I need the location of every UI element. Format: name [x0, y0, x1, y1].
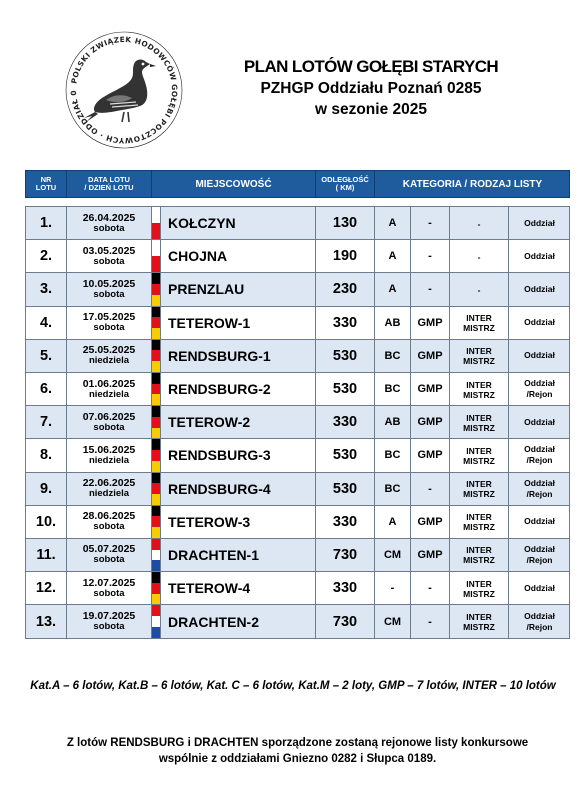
inter-mistrz: INTER MISTRZ [450, 439, 509, 471]
country-flag [152, 406, 161, 438]
release-place: DRACHTEN-2 [161, 605, 316, 638]
pigeon-icon [62, 28, 186, 152]
distance-km: 230 [316, 273, 375, 305]
flight-number: 12. [26, 572, 67, 604]
list-type: Oddział /Rejon [524, 610, 555, 632]
release-place: CHOJNA [161, 240, 316, 272]
country-flag [152, 439, 161, 471]
flag-stripe [152, 583, 160, 594]
table-row [26, 539, 569, 572]
flag-stripe [152, 394, 160, 405]
flight-date [67, 539, 152, 571]
table-header [25, 170, 570, 198]
flag-stripe [152, 317, 160, 328]
category-letters: - [375, 572, 411, 604]
table-row [26, 406, 569, 439]
release-place: RENDSBURG-2 [161, 373, 316, 405]
flight-date [67, 406, 152, 438]
flag-stripe [152, 361, 160, 372]
inter-mistrz: INTER MISTRZ [450, 605, 509, 638]
date-value: 03.05.2025 [82, 244, 136, 257]
date-value: 26.04.2025 [82, 211, 136, 224]
release-place: PRENZLAU [161, 273, 316, 305]
weekday: niedziela [88, 388, 130, 400]
flag-stripe [152, 450, 160, 461]
distance-km: 530 [316, 473, 375, 505]
flight-date [67, 340, 152, 372]
flight-date [67, 439, 152, 471]
date-value: 28.06.2025 [82, 510, 136, 523]
flag-stripe [152, 516, 160, 527]
flight-date [67, 307, 152, 339]
weekday: sobota [93, 222, 125, 234]
flight-table [25, 206, 570, 639]
list-type: Oddział [524, 250, 555, 261]
flight-number: 11. [26, 539, 67, 571]
inter-mistrz: INTER MISTRZ [450, 539, 509, 571]
flag-stripe [152, 594, 160, 605]
release-place: TETEROW-4 [161, 572, 316, 604]
distance-km: 330 [316, 572, 375, 604]
flight-date [67, 240, 152, 272]
distance-km: 330 [316, 307, 375, 339]
inter-mistrz: INTER MISTRZ [450, 340, 509, 372]
release-place: TETEROW-1 [161, 307, 316, 339]
country-flag [152, 539, 161, 571]
release-place: RENDSBURG-1 [161, 340, 316, 372]
inter-mistrz: - [450, 207, 509, 239]
weekday: niedziela [88, 488, 130, 500]
flag-stripe [152, 417, 160, 428]
category-letters: CM [375, 605, 411, 638]
weekday: niedziela [88, 454, 130, 466]
country-flag [152, 605, 161, 638]
country-flag [152, 473, 161, 505]
weekday: sobota [93, 587, 125, 599]
distance-km: 330 [316, 406, 375, 438]
distance-km: 530 [316, 373, 375, 405]
flight-number: 2. [26, 240, 67, 272]
flight-number: 9. [26, 473, 67, 505]
inter-mistrz: - [450, 273, 509, 305]
list-type: Oddział /Rejon [524, 543, 555, 565]
release-place: KOŁCZYN [161, 207, 316, 239]
regional-note-line2: wspólnie z oddziałami Gniezno 0282 i Słupca 0189. [158, 753, 437, 765]
release-place: TETEROW-2 [161, 406, 316, 438]
gmp-flag: GMP [411, 340, 450, 372]
date-value: 10.05.2025 [82, 277, 136, 290]
flag-stripe [152, 506, 160, 517]
flag-stripe [152, 483, 160, 494]
flag-stripe [152, 328, 160, 339]
gmp-flag: GMP [411, 439, 450, 471]
inter-mistrz: - [450, 240, 509, 272]
flight-date [67, 373, 152, 405]
flight-number: 5. [26, 340, 67, 372]
header-place: MIEJSCOWOŚĆ [152, 171, 316, 197]
list-type: Oddział [524, 350, 555, 361]
category-letters: A [375, 240, 411, 272]
release-place: RENDSBURG-4 [161, 473, 316, 505]
date-value: 07.06.2025 [82, 410, 136, 423]
flight-number: 10. [26, 506, 67, 538]
date-value: 17.05.2025 [82, 311, 136, 324]
flag-stripe [152, 572, 160, 583]
regional-note-line1: Z lotów RENDSBURG i DRACHTEN sporządzone zostaną rejonowe listy konkursowe [66, 737, 529, 749]
list-type: Oddział /Rejon [524, 378, 555, 400]
table-row [26, 572, 569, 605]
list-type: Oddział /Rejon [524, 477, 555, 499]
table-row [26, 240, 569, 273]
gmp-flag: GMP [411, 406, 450, 438]
distance-km: 130 [316, 207, 375, 239]
svg-text:POLSKI ZWIĄZEK HODOWCÓW GOŁĘBI: POLSKI ZWIĄZEK HODOWCÓW GOŁĘBI POCZTOWYCH · ODDZIAŁ 0 [68, 34, 180, 146]
flag-stripe [152, 240, 160, 256]
date-value: 05.07.2025 [82, 543, 136, 556]
flag-stripe [152, 439, 160, 450]
date-value: 01.06.2025 [82, 377, 136, 390]
flight-number: 4. [26, 307, 67, 339]
distance-km: 530 [316, 340, 375, 372]
gmp-flag: - [411, 605, 450, 638]
flight-number: 1. [26, 207, 67, 239]
table-row [26, 605, 569, 638]
flag-stripe [152, 550, 160, 561]
category-summary: Kat.A – 6 lotów, Kat.B – 6 lotów, Kat. C – 6 lotów, Kat.M – 2 loty, GMP – 7 lotów, INTER – 10 lotów [30, 680, 556, 692]
category-letters: A [375, 506, 411, 538]
flag-stripe [152, 494, 160, 505]
flag-stripe [152, 473, 160, 484]
gmp-flag: - [411, 273, 450, 305]
flight-number: 8. [26, 439, 67, 471]
header-date: DATA LOTU / DZIEŃ LOTU [67, 171, 152, 197]
flight-number: 13. [26, 605, 67, 638]
country-flag [152, 273, 161, 305]
country-flag [152, 373, 161, 405]
gmp-flag: GMP [411, 539, 450, 571]
list-type: Oddział [524, 317, 555, 328]
flag-stripe [152, 340, 160, 351]
gmp-flag: GMP [411, 307, 450, 339]
title-block [215, 56, 527, 119]
table-row [26, 340, 569, 373]
list-type: Oddział [524, 283, 555, 294]
release-place: RENDSBURG-3 [161, 439, 316, 471]
weekday: sobota [93, 421, 125, 433]
weekday: sobota [93, 554, 125, 566]
gmp-flag: - [411, 473, 450, 505]
distance-km: 190 [316, 240, 375, 272]
release-place: DRACHTEN-1 [161, 539, 316, 571]
list-type: Oddział [524, 516, 555, 527]
page-title: PLAN LOTÓW GOŁĘBI STARYCH [243, 57, 499, 76]
flight-date [67, 506, 152, 538]
table-row [26, 373, 569, 406]
flag-stripe [152, 307, 160, 318]
category-letters: A [375, 207, 411, 239]
flight-date [67, 572, 152, 604]
gmp-flag: - [411, 572, 450, 604]
flag-stripe [152, 461, 160, 472]
list-type: Oddział [524, 416, 555, 427]
flag-stripe [152, 350, 160, 361]
category-letters: AB [375, 307, 411, 339]
flight-date [67, 473, 152, 505]
page-subtitle: PZHGP Oddziału Poznań 0285 [260, 80, 482, 97]
category-letters: BC [375, 340, 411, 372]
date-value: 22.06.2025 [82, 477, 136, 490]
flag-stripe [152, 560, 160, 571]
release-place: TETEROW-3 [161, 506, 316, 538]
country-flag [152, 207, 161, 239]
country-flag [152, 572, 161, 604]
table-row [26, 207, 569, 240]
flight-number: 6. [26, 373, 67, 405]
category-letters: BC [375, 473, 411, 505]
flag-stripe [152, 256, 160, 272]
country-flag [152, 307, 161, 339]
flight-date [67, 605, 152, 638]
list-type: Oddział [524, 582, 555, 593]
inter-mistrz: INTER MISTRZ [450, 473, 509, 505]
country-flag [152, 240, 161, 272]
header-nr: NR LOTU [26, 171, 67, 197]
weekday: sobota [93, 255, 125, 267]
date-value: 12.07.2025 [82, 576, 136, 589]
table-row [26, 439, 569, 472]
flag-stripe [152, 295, 160, 306]
flag-stripe [152, 627, 160, 638]
list-type: Oddział [524, 217, 555, 228]
distance-km: 330 [316, 506, 375, 538]
flag-stripe [152, 384, 160, 395]
country-flag [152, 340, 161, 372]
distance-km: 530 [316, 439, 375, 471]
flag-stripe [152, 207, 160, 223]
date-value: 19.07.2025 [82, 610, 136, 623]
flag-stripe [152, 223, 160, 239]
flag-stripe [152, 406, 160, 417]
gmp-flag: - [411, 207, 450, 239]
flag-stripe [152, 428, 160, 439]
inter-mistrz: INTER MISTRZ [450, 572, 509, 604]
gmp-flag: GMP [411, 506, 450, 538]
inter-mistrz: INTER MISTRZ [450, 307, 509, 339]
category-letters: A [375, 273, 411, 305]
category-letters: BC [375, 439, 411, 471]
flight-number: 3. [26, 273, 67, 305]
category-letters: CM [375, 539, 411, 571]
gmp-flag: GMP [411, 373, 450, 405]
date-value: 15.06.2025 [82, 443, 136, 456]
inter-mistrz: INTER MISTRZ [450, 506, 509, 538]
header-category: KATEGORIA / RODZAJ LISTY [402, 178, 543, 190]
table-row [26, 473, 569, 506]
weekday: sobota [93, 621, 125, 633]
category-letters: BC [375, 373, 411, 405]
list-type: Oddział /Rejon [524, 444, 555, 466]
distance-km: 730 [316, 539, 375, 571]
flight-number: 7. [26, 406, 67, 438]
table-row [26, 307, 569, 340]
regional-note [25, 735, 570, 767]
flag-stripe [152, 605, 160, 616]
flight-date [67, 207, 152, 239]
weekday: niedziela [88, 355, 130, 367]
inter-mistrz: INTER MISTRZ [450, 406, 509, 438]
inter-mistrz: INTER MISTRZ [450, 373, 509, 405]
flag-stripe [152, 273, 160, 284]
season-label: w sezonie 2025 [314, 101, 427, 118]
table-row [26, 506, 569, 539]
flight-date [67, 273, 152, 305]
date-value: 25.05.2025 [82, 344, 136, 357]
header-distance: ODLEGŁOŚĆ ( KM) [316, 171, 375, 197]
flag-stripe [152, 616, 160, 627]
flag-stripe [152, 373, 160, 384]
flag-stripe [152, 539, 160, 550]
gmp-flag: - [411, 240, 450, 272]
pzhgp-logo [62, 28, 186, 152]
table-row [26, 273, 569, 306]
weekday: sobota [93, 288, 125, 300]
weekday: sobota [93, 322, 125, 334]
flag-stripe [152, 527, 160, 538]
weekday: sobota [93, 521, 125, 533]
category-letters: AB [375, 406, 411, 438]
distance-km: 730 [316, 605, 375, 638]
flag-stripe [152, 284, 160, 295]
country-flag [152, 506, 161, 538]
